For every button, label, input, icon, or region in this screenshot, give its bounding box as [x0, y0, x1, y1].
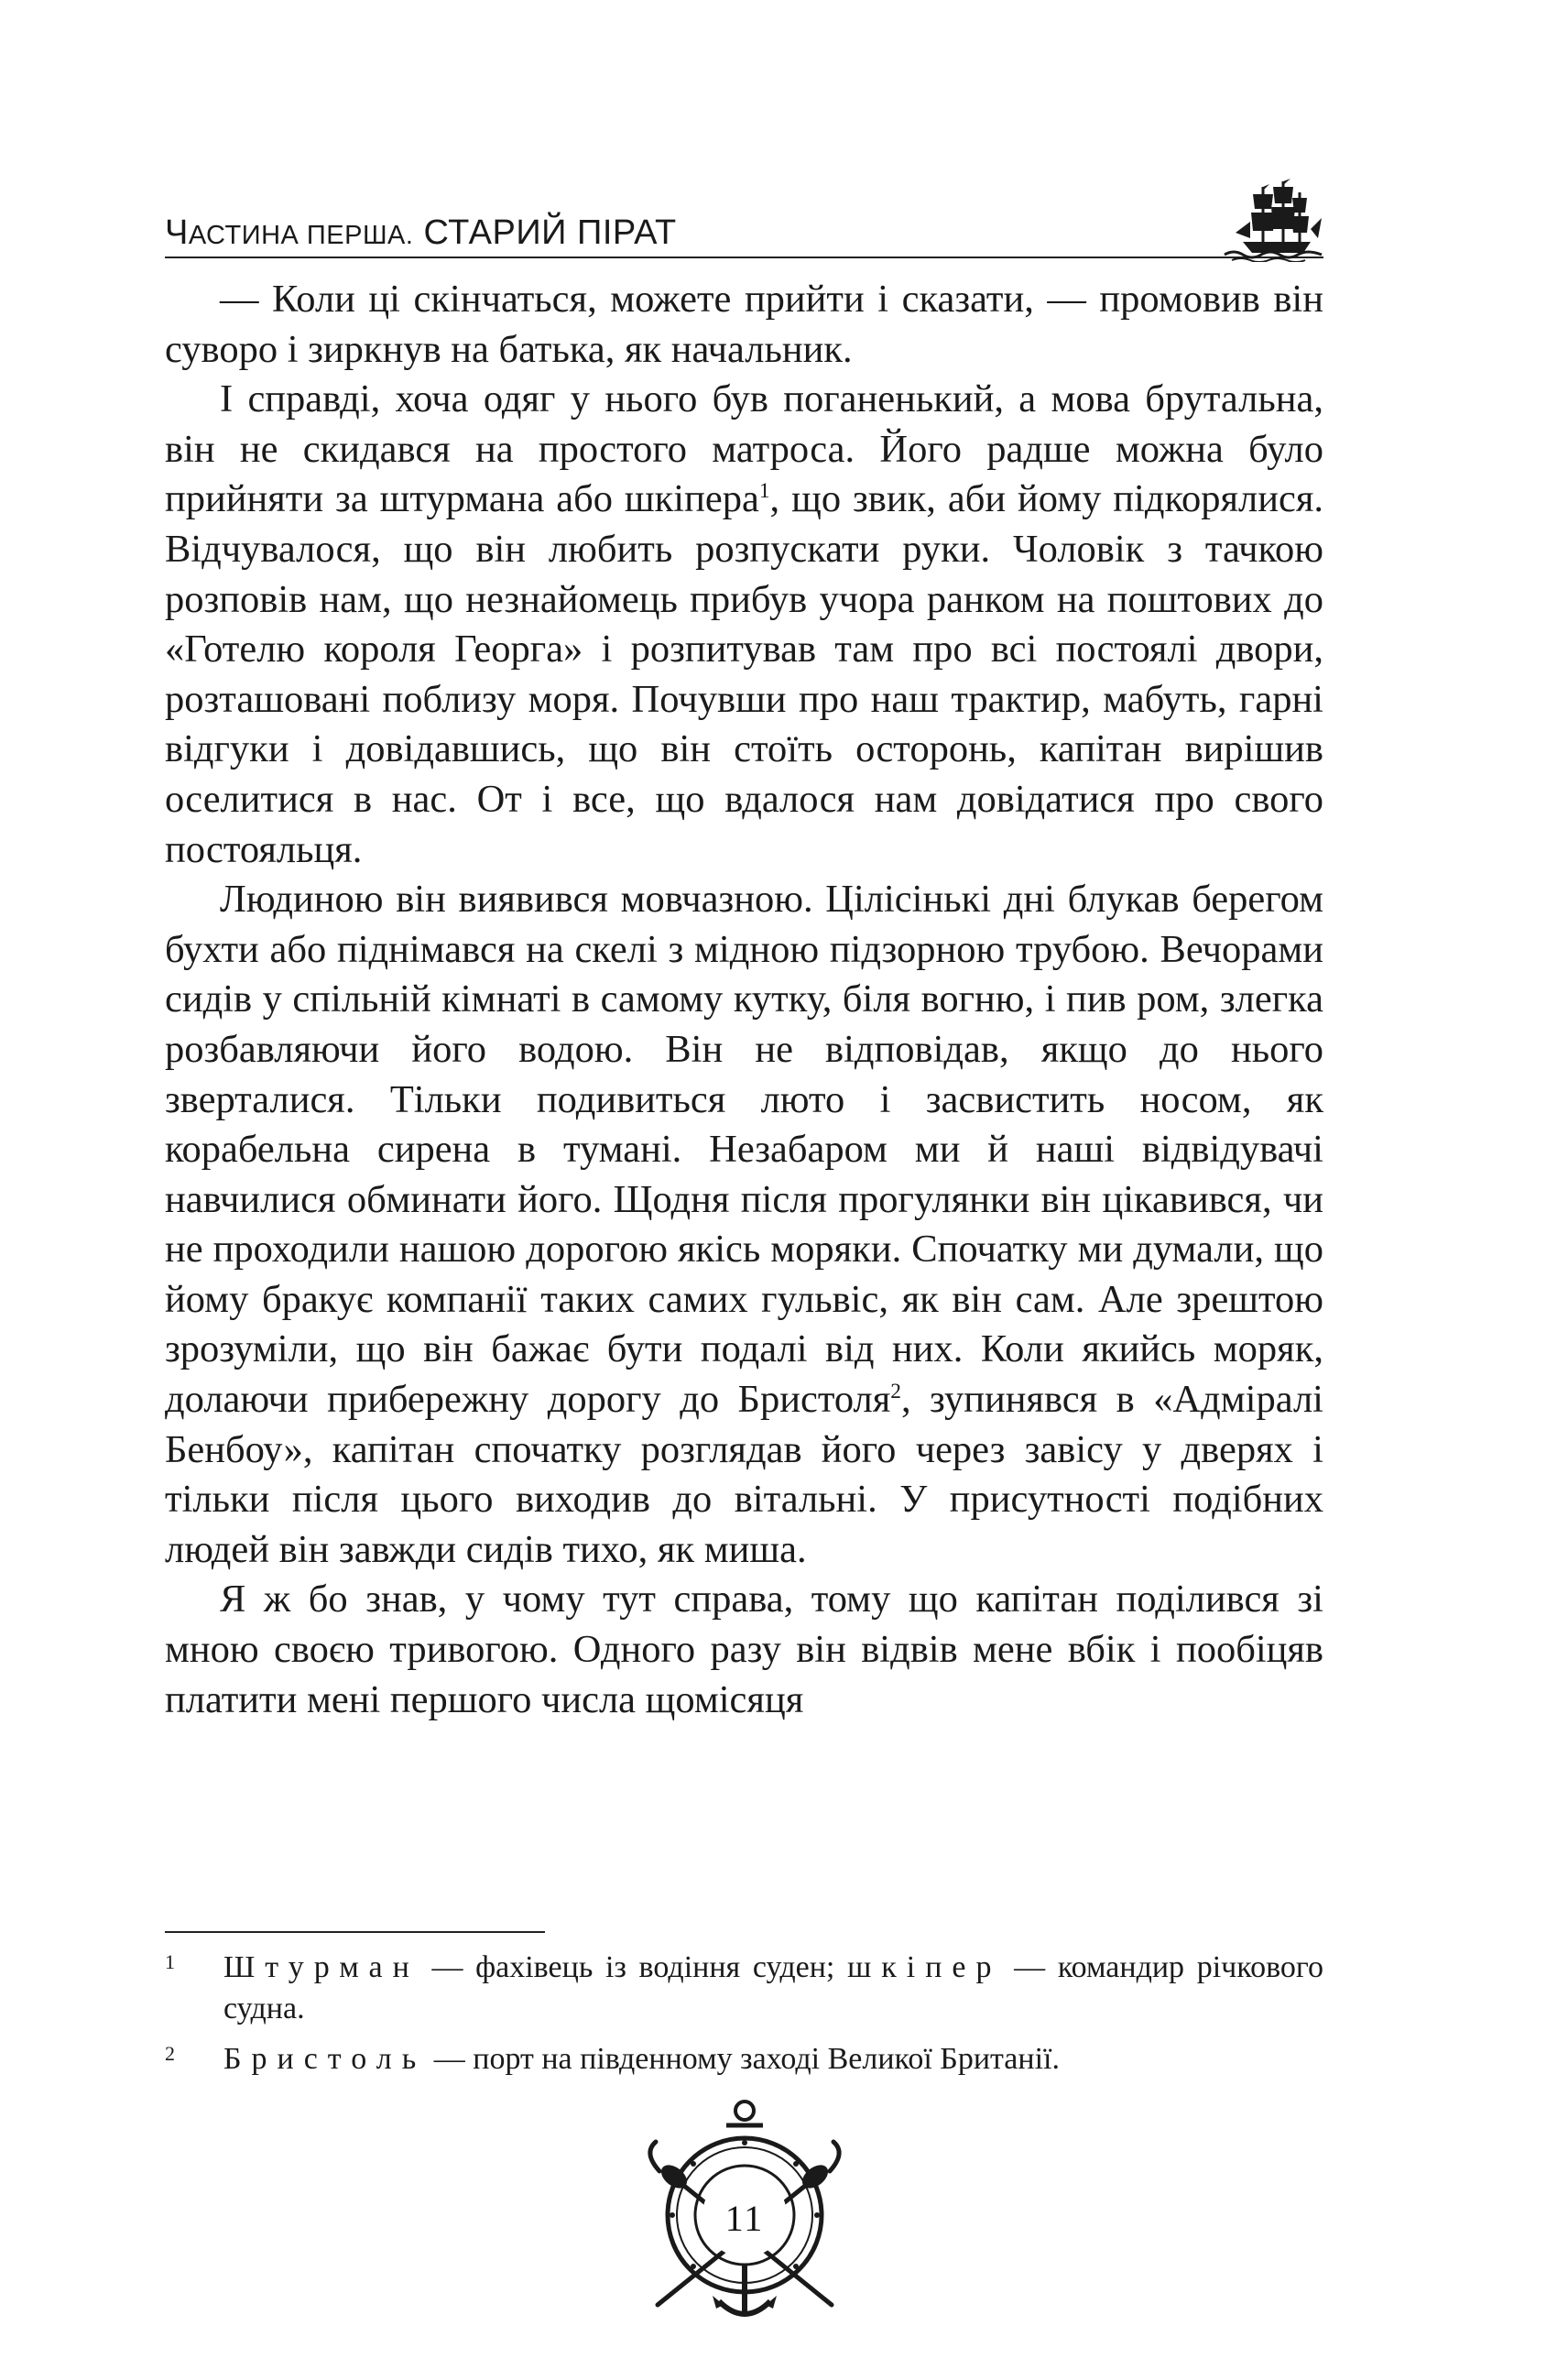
page-number-emblem: [632, 2098, 857, 2327]
sailing-ship-icon: [1223, 178, 1323, 262]
header-rule: [165, 257, 1323, 258]
footnote-ref[interactable]: 1: [758, 479, 770, 504]
page-number: 11: [724, 2198, 765, 2239]
title-main: СТАРИЙ ПІРАТ: [413, 213, 677, 252]
footnotes: [165, 1947, 1323, 2089]
paragraph-text: , зупинявся в «Адміралі Бенбоу», капітан спочатку розглядав його через завісу у дверях і тільки після цього виходив до вітальні. У присутності подібних людей він завжди сидів тихо, як миша.: [165, 1378, 1323, 1571]
footnote-definition: — командир річкового судна.: [223, 1950, 1323, 2025]
footnote: [165, 1947, 1323, 2029]
paragraph-text: І справді, хоча одяг у нього був поганенький, а мова брутальна, він не скидався на простого матроса. Його радше можна було прийняти за штурмана або шкіпера: [165, 377, 1323, 521]
chapter-title: [165, 213, 677, 253]
paragraph-text: Людиною він виявився мовчазною. Цілісінькі дні блукав берегом бухти або піднімався на скелі з мідною підзорною трубою. Вечорами сидів у спільній кімнаті в самому кутку, біля вогню, і пив ром, злегка розбавляючи його водою. Він не відповідав, якщо до нього зверталися. Тільки подивиться люто і засвистить носом, як корабельна сирена в тумані. Незабаром ми й наші відвідувачі навчилися обминати його. Щодня після прогулянки він цікавився, чи не проходили нашою дорогою якісь моряки. Спочатку ми думали, що йому бракує компанії таких самих гульвіс, як він сам. Але зрештою зрозуміли, що він бажає бути подалі від них. Коли якийсь моряк, долаючи прибережну дорогу до Бристоля: [165, 878, 1323, 1422]
paragraph: [165, 275, 1323, 375]
footnote-definition: — порт на південному заході Великої Британії.: [426, 2042, 1060, 2076]
footnote-ref[interactable]: 2: [890, 1379, 901, 1403]
paragraph-text: — Коли ці скінчаться, можете прийти і сказати, — промовив він суворо і зиркнув на батька, як начальник.: [165, 278, 1323, 371]
footnote-term: Штурман: [223, 1950, 419, 1984]
title-smallcaps: АСТИНА ПЕРША.: [188, 221, 414, 250]
footnote-term: шкіпер: [847, 1950, 1002, 1984]
running-header: [165, 203, 1323, 258]
paragraph-text: Я ж бо знав, у чому тут справа, тому що капітан поділився зі мною своєю тривогою. Одного разу він відвів мене вбік і пообіцяв платити мені першого числа щомісяця: [165, 1578, 1323, 1721]
footnote-number: 1: [165, 1950, 175, 1973]
title-cap: Ч: [165, 213, 189, 252]
footnote-definition: — фахівець із водіння суден;: [419, 1950, 848, 1984]
paragraph-text: , що звик, аби йому підкорялися. Відчувалося, що він любить розпускати руки. Чоловік з тачкою розповів нам, що незнайомець прибув учора ранком на поштових до «Готелю короля Георга» і розпитував там про всі постоялі двори, розташовані поблизу моря. Почувши про наш трактир, мабуть, гарні відгуки і довідавшись, що він стоїть осторонь, капітан вирішив оселитися в нас. От і все, що вдалося нам довідатися про свого постояльця.: [165, 477, 1323, 871]
paragraph: [165, 875, 1323, 1575]
footnote-number: 2: [165, 2042, 175, 2065]
footnote-term: Бристоль: [223, 2042, 427, 2076]
footnote-rule: [165, 1931, 545, 1933]
footnote: [165, 2038, 1323, 2080]
body-text: [165, 275, 1323, 1725]
paragraph: [165, 375, 1323, 875]
paragraph: [165, 1575, 1323, 1725]
